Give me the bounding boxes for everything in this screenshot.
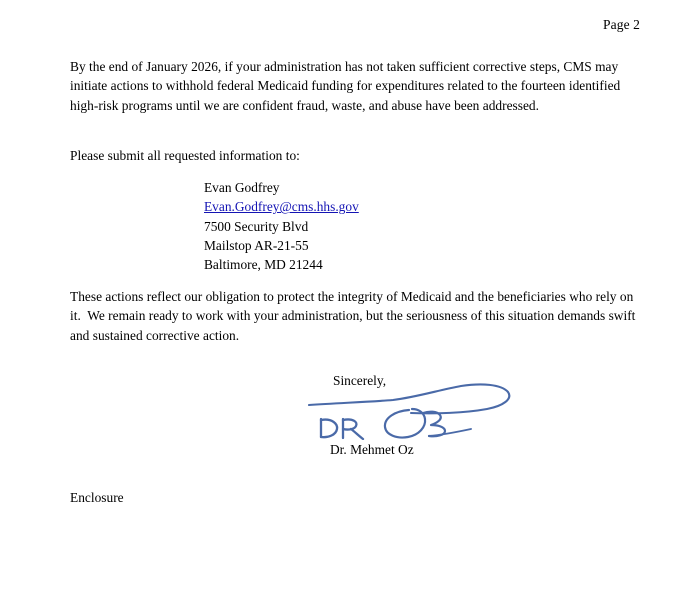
- paragraph-deadline-notice: By the end of January 2026, if your administration has not taken sufficient corrective steps, CMS may initiate actions to withhold federal Medicaid funding for expenditures related to the fourteen identified high-risk programs until we are confident fraud, waste, and abuse have been addressed.: [70, 59, 624, 113]
- signer-name: Dr. Mehmet Oz: [330, 442, 414, 457]
- paragraph-integrity-statement: These actions reflect our obligation to protect the integrity of Medicaid and the beneficiaries who rely on it. We remain ready to work with your administration, but the seriousness of this situation demands swift and sustained corrective action.: [70, 289, 639, 343]
- paragraph-submit-instruction: Please submit all requested information to:: [70, 148, 300, 163]
- contact-address-block: [204, 178, 359, 274]
- contact-name: Evan Godfrey: [204, 180, 280, 195]
- enclosure-notation: Enclosure: [70, 490, 124, 505]
- closing-salutation: Sincerely,: [333, 373, 387, 388]
- contact-city-state-zip: Baltimore, MD 21244: [204, 257, 323, 273]
- contact-email-link[interactable]: Evan.Godfrey@cms.hhs.gov: [204, 199, 359, 215]
- contact-street: 7500 Security Blvd: [204, 218, 309, 234]
- contact-mailstop: Mailstop AR-21-55: [204, 237, 309, 253]
- page-number-header: Page 2: [603, 17, 640, 32]
